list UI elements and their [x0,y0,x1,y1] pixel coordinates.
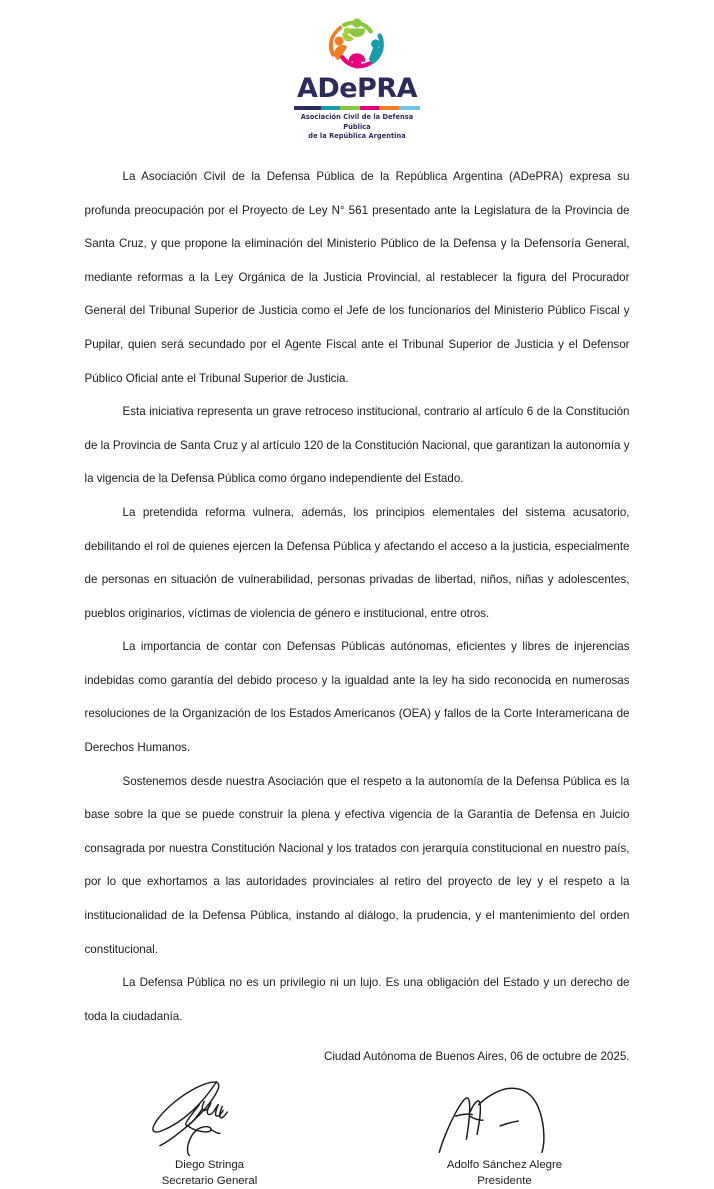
paragraph-4: La importancia de contar con Defensas Públicas autónomas, eficientes y libres de injerencias indebidas como garantía del debido proceso y la igualdad ante la ley ha sido reconocida en numerosas resoluciones de la Organización de los Estados Americanos (OEA) y fallos de la Corte Interamericana de Derechos Humanos. [84,640,630,755]
diego-stringa-handwritten-signature-icon [135,1080,285,1158]
signature-column-secretary [85,1080,335,1189]
signature-column-president [380,1080,630,1189]
paragraph-2: Esta iniciativa representa un grave retroceso institucional, contrario al artículo 6 de la Constitución de la Provincia de Santa Cruz y al artículo 120 de la Constitución Nacional, que garantizan la autonomía y la vigencia de la Defensa Pública como órgano independiente del Estado. [84,405,630,486]
paragraph-6: La Defensa Pública no es un privilegio ni un lujo. Es una obligación del Estado y un derecho de toda la ciudadanía. [84,976,630,1023]
dateline: Ciudad Autónoma de Buenos Aires, 06 de octubre de 2025. [323,1050,630,1064]
document-body [85,142,630,1074]
paragraph-1: La Asociación Civil de la Defensa Pública de la República Argentina (ADePRA) expresa su profunda preocupación por el Proyecto de Ley N° 561 presentado ante la Legislatura de la Provincia de Santa Cruz, y que propone la eliminación del Ministerio Público de la Defensa y la Defensoría General, mediante reformas a la Ley Orgánica de la Justicia Provincial, al restablecer la figura del Procurador General del Tribunal Superior de Justicia como el Jefe de los funcionarios del Ministerio Público Fiscal y Pupilar, quien será secundado por el Agente Fiscal ante el Tribunal Superior de Justicia y el Defensor Público Oficial ante el Tribunal Superior de Justicia. [84,169,630,385]
signature-role: Presidente [477,1174,532,1187]
logo-tagline-line-1: Asociación Civil de la Defensa Pública [300,113,414,131]
logo-color-bar [294,106,420,110]
letterhead [0,0,714,142]
signature-name: Adolfo Sánchez Alegre [446,1159,563,1172]
adolfo-sanchez-alegre-handwritten-signature-icon [425,1080,585,1158]
logo-wordmark: ADePRA [296,73,418,104]
adepra-logo [282,8,432,142]
paragraph-5: Sostenemos desde nuestra Asociación que el respeto a la autonomía de la Defensa Pública es la base sobre la que se puede construir la plena y efectiva vigencia de la Garantía de Defensa en Juicio consagrada por nuestra Constitución Nacional y los tratados con jerarquía constitucional en nuestro país, por lo que exhortamos a las autoridades provinciales al retiro del proyecto de ley y el respeto a la institucionalidad de la Defensa Pública, instando al diálogo, la prudencia, y el mantenimiento del orden constitucional. [84,774,630,956]
paragraph-3: La pretendida reforma vulnera, además, los principios elementales del sistema acusatorio, debilitando el rol de quienes ejercen la Defensa Pública y afectando el acceso a la justicia, especialmente de personas en situación de vulnerabilidad, personas privadas de libertad, niños, niñas y adolescentes, pueblos originarios, víctimas de violencia de género e institucional, entre otros. [84,505,630,620]
logo-tagline [287,113,427,142]
signature-role: Secretario General [161,1174,258,1187]
adepra-circle-of-people-icon [318,8,396,74]
signature-name: Diego Stringa [174,1159,245,1172]
logo-tagline-line-2: de la República Argentina [308,132,406,141]
signature-block [85,1074,630,1189]
